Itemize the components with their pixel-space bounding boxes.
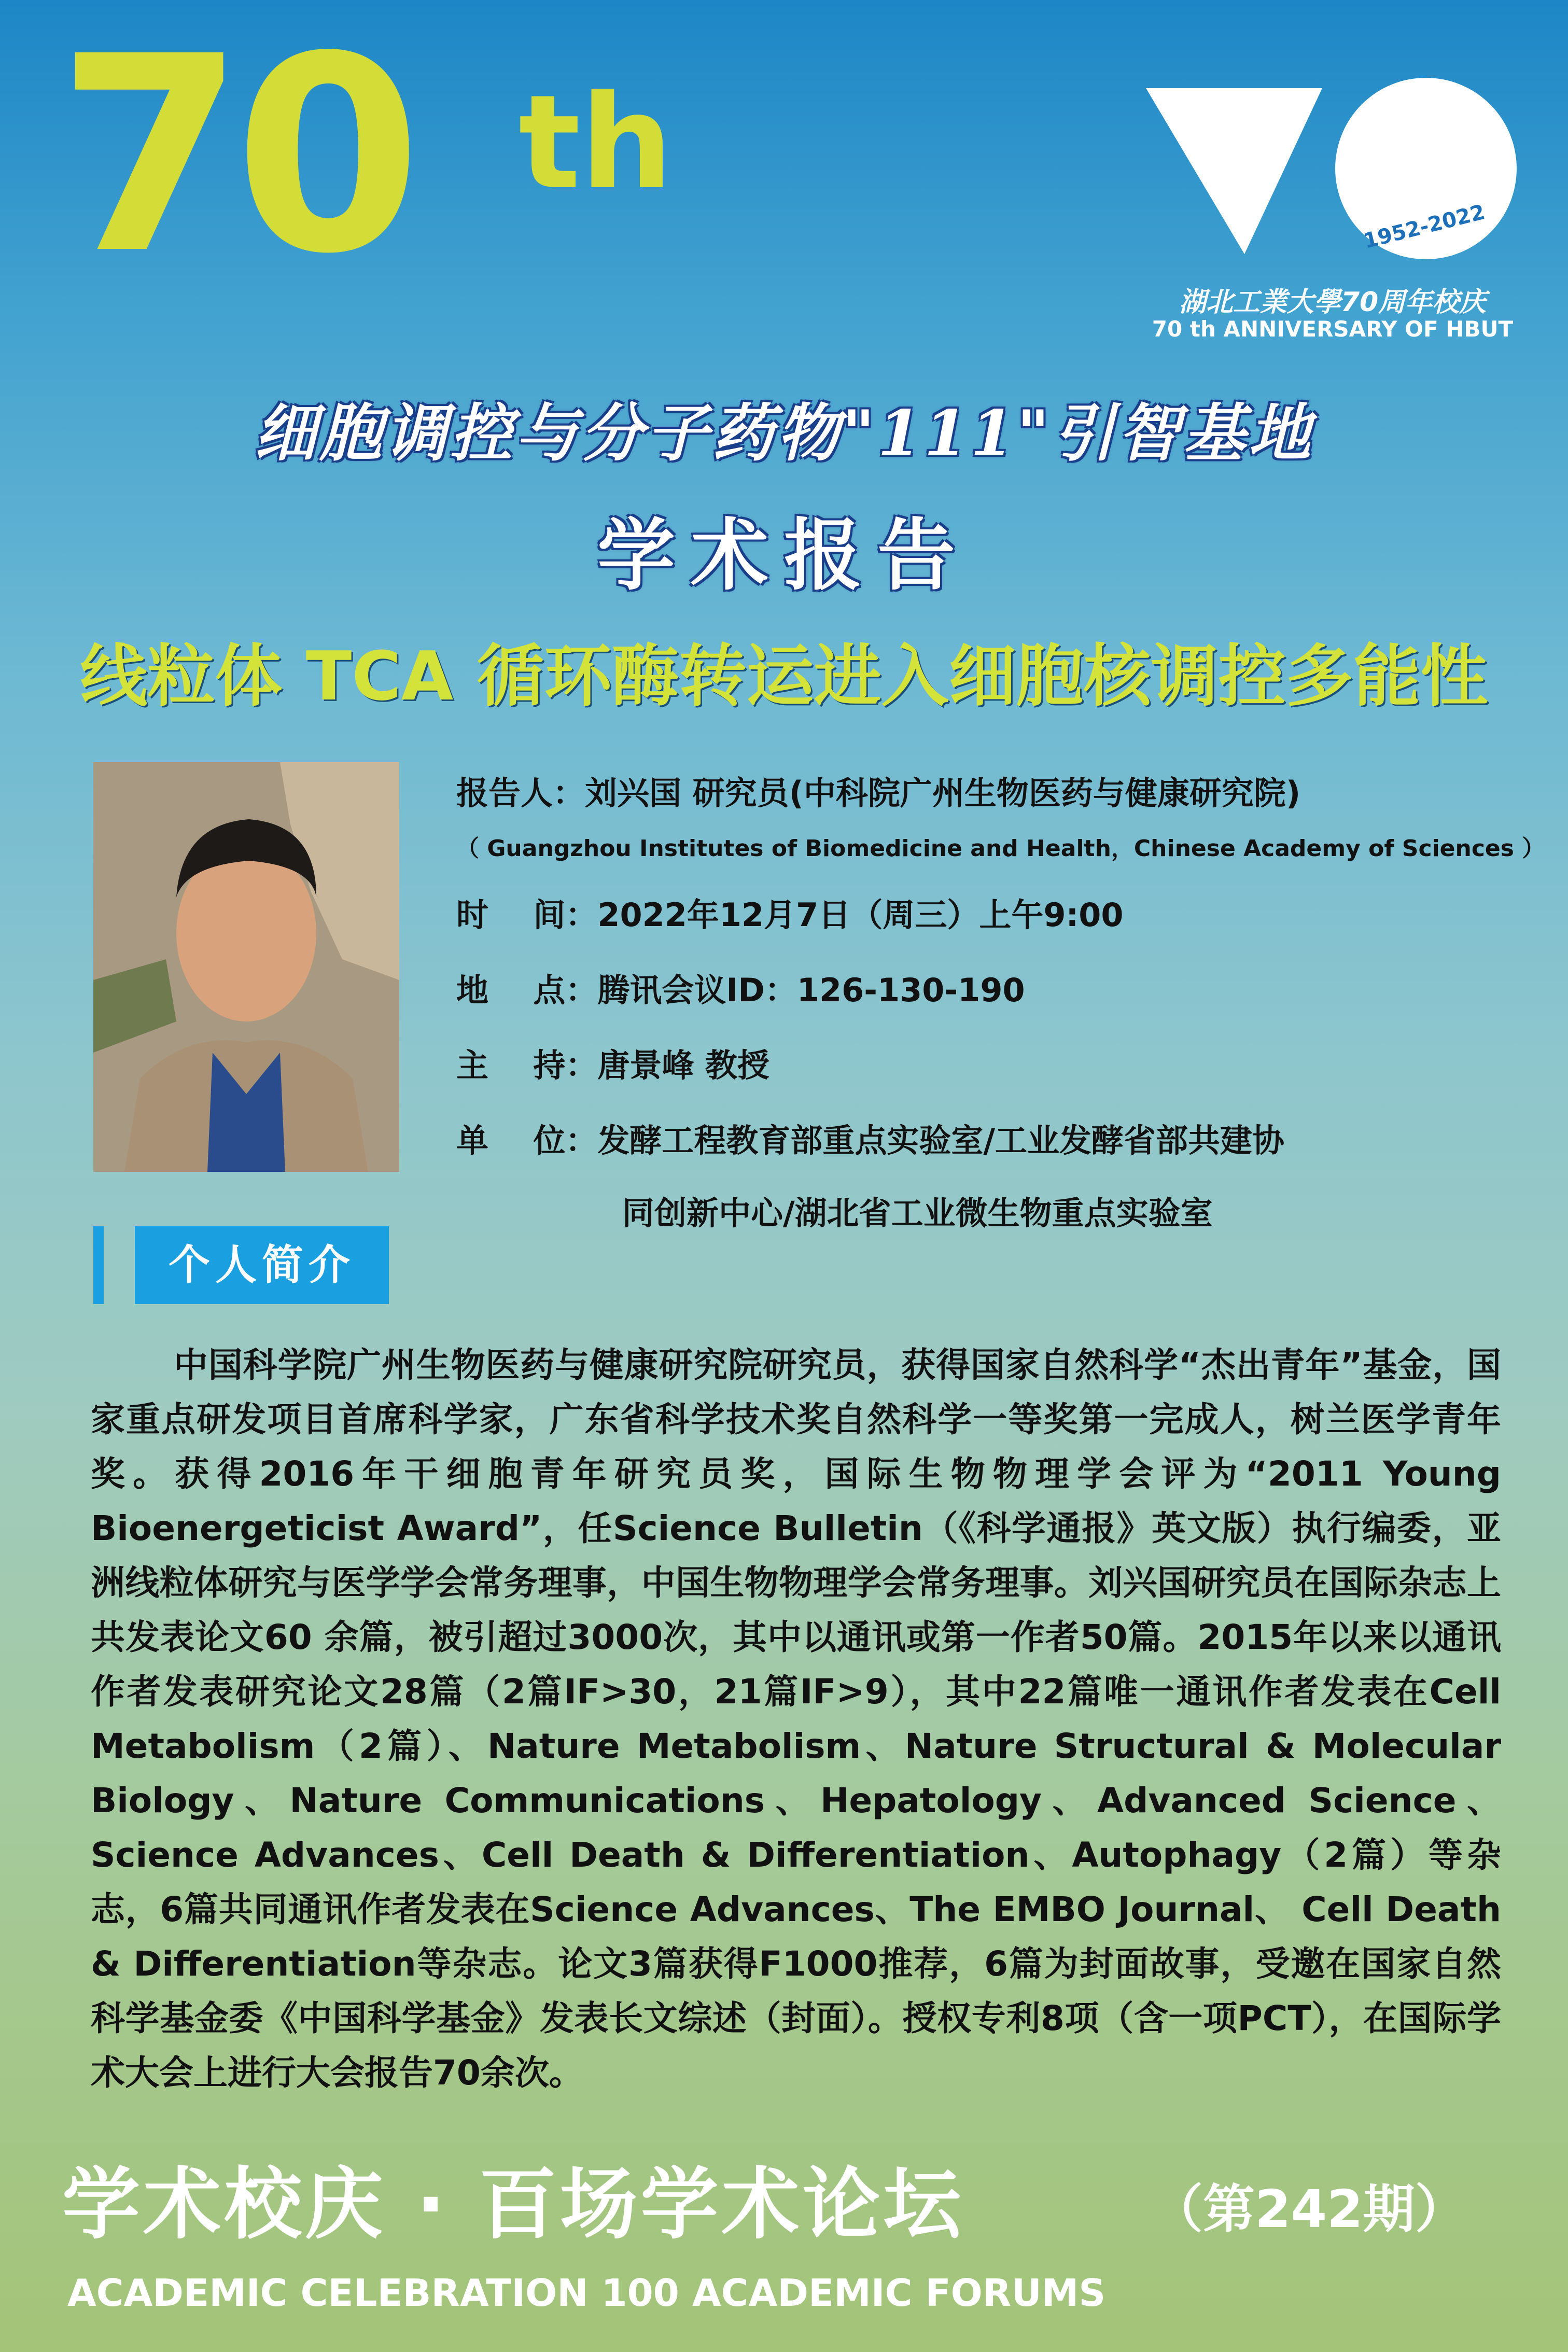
place-label: 地 点： [456,971,598,1009]
logo-english-text: 70 th ANNIVERSARY OF HBUT [1152,316,1514,342]
bio-heading: 个人简介 [135,1226,389,1304]
unit-row [456,1115,1284,1161]
logo-chinese-text: 湖北工業大學70周年校庆 [1179,287,1487,318]
speaker-row [456,767,1300,814]
place-row [456,964,1025,1011]
unit-value-line2: 同创新中心/湖北省工业微生物重点实验室 [622,1194,1213,1232]
time-value: 2022年12月7日（周三）上午9:00 [597,896,1124,934]
footer-title: 学术校庆 · 百场学术论坛 [62,2160,964,2250]
speaker-affiliation-en: （ Guangzhou Institutes of Biomedicine and Health，Chinese Academy of Sciences ） [456,835,1545,862]
base-title: 细胞调控与分子药物"111"引智基地 [254,397,1314,470]
time-row [456,889,1124,935]
host-label: 主 持： [456,1046,598,1084]
footer-english: ACADEMIC CELEBRATION 100 ACADEMIC FORUMS [67,2271,1106,2315]
logo-years: 1952-2022 [1361,200,1488,254]
place-value: 腾讯会议ID：126-130-190 [597,971,1025,1009]
unit-label: 单 位： [456,1122,598,1159]
footer-issue: （第242期） [1151,2179,1467,2239]
speaker-name: 刘兴国 研究员(中科院广州生物医药与健康研究院) [585,774,1301,812]
unit-value-line1: 发酵工程教育部重点实验室/工业发酵省部共建协 [597,1122,1284,1159]
bio-accent-bar [93,1226,104,1304]
anniversary-suffix: th [519,67,673,218]
host-row [456,1040,769,1086]
time-label: 时 间： [456,896,598,934]
speaker-label: 报告人： [456,774,585,812]
host-value: 唐景峰 教授 [597,1046,769,1084]
speaker-photo [93,762,399,1172]
anniversary-number: 70 [57,0,412,313]
report-title: 学术报告 [597,510,971,601]
bio-text: 中国科学院广州生物医药与健康研究院研究员，获得国家自然科学“杰出青年”基金，国家重点研发项目首席科学家，广东省科学技术奖自然科学一等奖第一完成人，树兰医学青年奖。获得2016年干细胞青年研究员奖，国际生物物理学会评为“2011 Young Bioenergeticist Award”，任Science Bulletin（《科学通报》英文版）执行编委，亚洲线粒体研究与医学学会常务理事，中国生物物理学会常务理事。刘兴国研究员在国际杂志上共发表论文60 余篇，被引超过3000次，其中以通讯或第一作者50篇。2015年以来以通讯作者发表研究论文28篇（2篇IF>30，21篇IF>9），其中22篇唯一通讯作者发表在Cell Metabolism（2篇）、Nature Metabolism、Nature Structural & Molecular Biology、Nature Communications、Hepatology、Advanced Science、Science Advances、Cell Death & Differentiation、Autophagy（2篇）等杂志，6篇共同通讯作者发表在Science Advances、The EMBO Journal、 Cell Death & Differentiation等杂志。论文3篇获得F1000推荐，6篇为封面故事，受邀在国家自然科学基金委《中国科学基金》发表长文综述（封面）。授权专利8项（含一项PCT），在国际学术大会上进行大会报告70余次。 [91,1345,1501,2093]
talk-topic: 线粒体 TCA 循环酶转运进入细胞核调控多能性 [80,637,1488,716]
